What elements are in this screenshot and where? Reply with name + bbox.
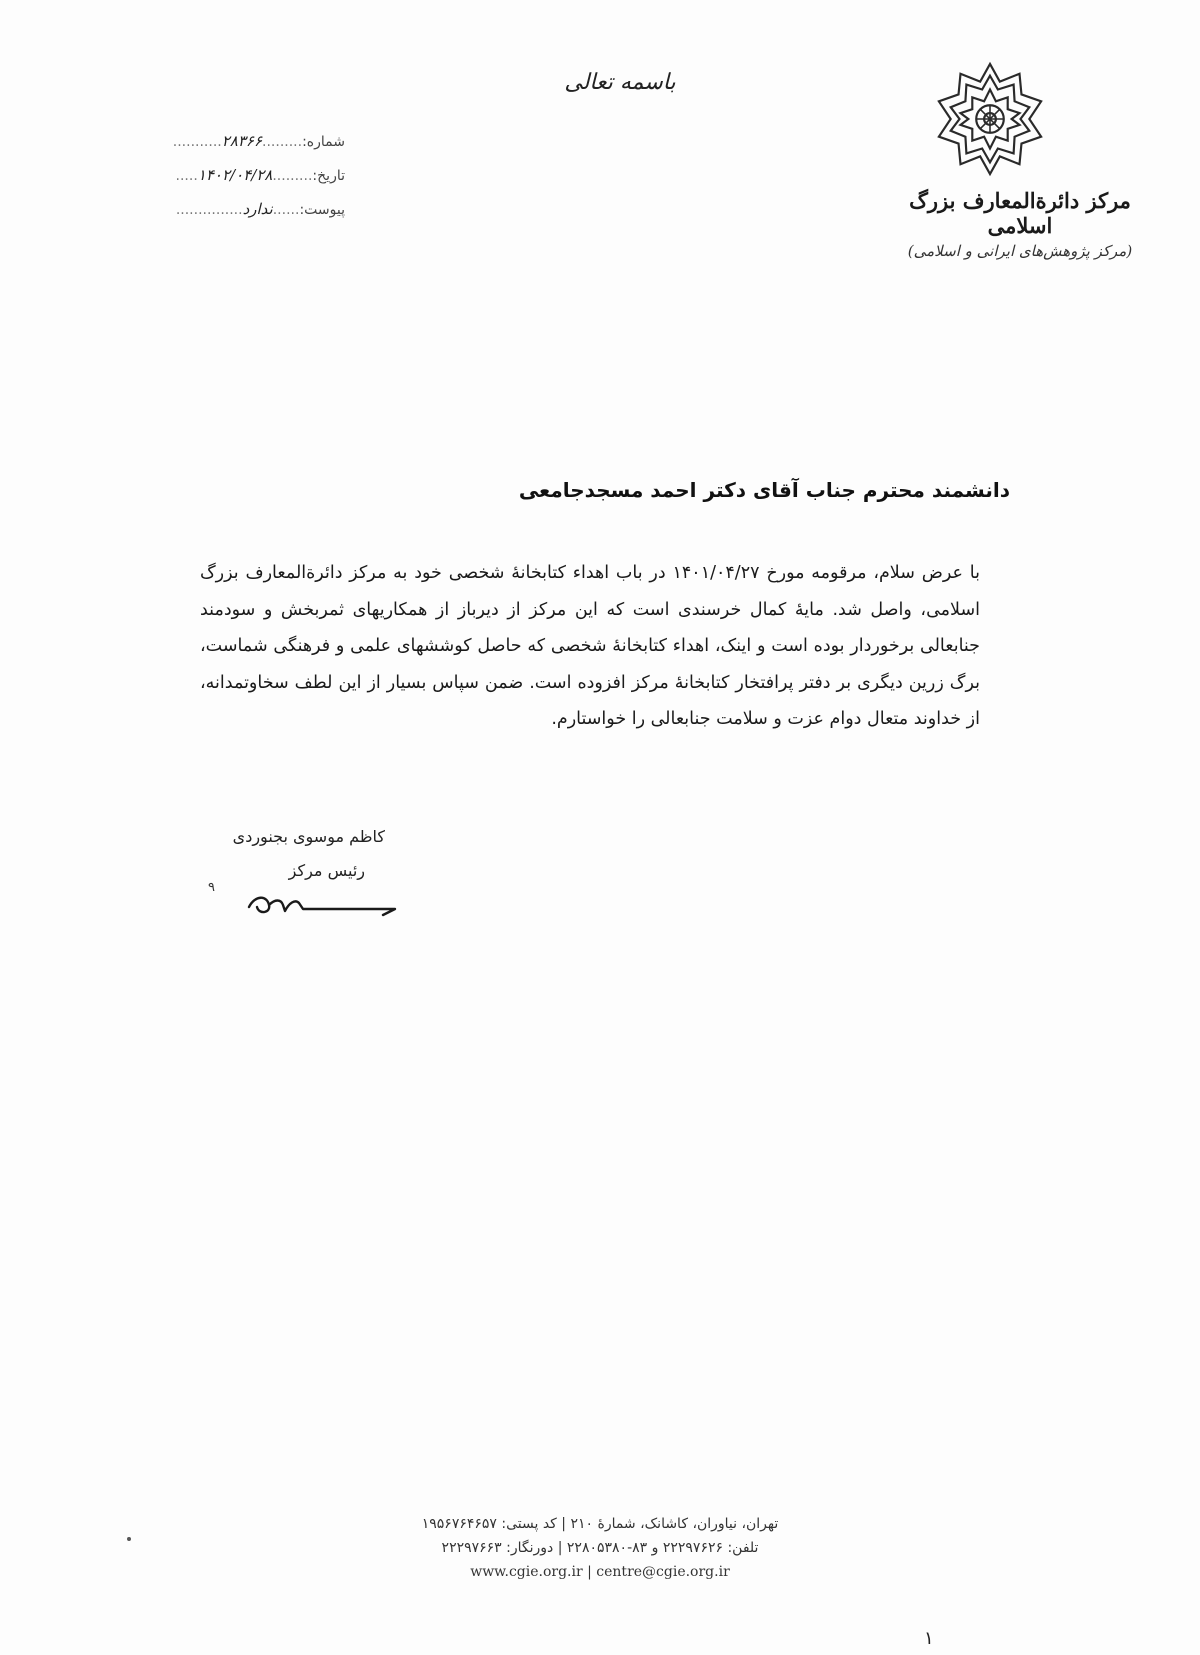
rosette-emblem-icon <box>931 60 1049 178</box>
footer-phones: تلفن: ۲۲۲۹۷۶۲۶ و ۸۳-۲۲۸۰۵۳۸۰ | دورنگار: ۲۲۲۹۷۶۶۳ <box>441 1540 759 1556</box>
footer-address: تهران، نیاوران، کاشانک، شمارهٔ ۲۱۰ | کد پستی: ۱۹۵۶۷۶۴۶۵۷ <box>421 1516 779 1532</box>
meta-attachment-row: پیوست:......ندارد............... <box>175 200 345 218</box>
letter-body: با عرض سلام، مرقومه مورخ ۱۴۰۱/۰۴/۲۷ در باب اهداء کتابخانهٔ شخصی خود به مرکز دائرةالمعارف بزرگ اسلامی، واصل شد. مایهٔ کمال خرسندی است که این مرکز از دیرباز از همکاریهای ثمربخش و سودمند جنابعالی برخوردار بوده است و اینک، اهداء کتابخانهٔ شخصی که حاصل کوششهای علمی و فرهنگی شماست، برگ زرین دیگری بر دفتر پرافتخار کتابخانهٔ مرکز افزوده است. ضمن سپاس بسیار از این لطف سخاوتمدانه، از خداوند متعال دوام عزت و سلامت جنابعالی را خواستارم. <box>200 563 980 729</box>
letter-meta <box>105 124 345 226</box>
signature-mark: ۹ <box>208 880 215 895</box>
organization-logo-block <box>900 60 1140 260</box>
meta-date-row: تاریخ:.........۱۴۰۲/۰۴/۲۸..... <box>175 166 345 184</box>
footer-web: www.cgie.org.ir | centre@cgie.org.ir <box>470 1564 730 1580</box>
meta-attachment-value: ندارد <box>242 200 273 218</box>
signer-title: رئیس مرکز <box>288 861 365 880</box>
handwritten-signature-icon <box>245 885 405 925</box>
organization-name: مرکز دائرة‌المعارف بزرگ اسلامی <box>909 188 1131 238</box>
organization-subtitle: (مرکز پژوهش‌های ایرانی و اسلامی) <box>907 242 1133 260</box>
meta-date-value: ۱۴۰۲/۰۴/۲۸ <box>197 166 273 184</box>
signature-block <box>205 820 385 888</box>
meta-number-row: شماره:.........۲۸۳۶۶........... <box>172 132 345 150</box>
page-number: ۱ <box>924 1628 934 1649</box>
letter-salutation: دانشمند محترم جناب آقای دکتر احمد مسجدجامعی <box>518 478 1010 502</box>
meta-attachment-label: پیوست: <box>299 202 345 218</box>
invocation-heading: باسمه تعالی <box>564 70 676 95</box>
meta-date-label: تاریخ: <box>312 168 345 184</box>
scan-speck <box>127 1537 131 1541</box>
meta-number-value: ۲۸۳۶۶ <box>221 132 263 150</box>
meta-number-label: شماره: <box>302 134 345 150</box>
footer-address-block <box>0 1512 1200 1584</box>
signer-name: کاظم موسوی بجنوردی <box>232 827 385 846</box>
